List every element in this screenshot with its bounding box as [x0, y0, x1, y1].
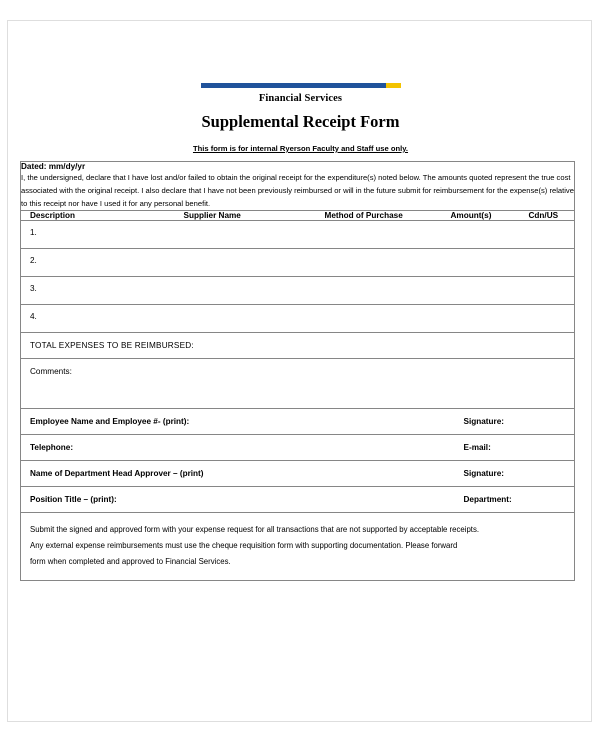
expense-item-number-1[interactable]: 1.: [21, 221, 575, 249]
employee-name-row[interactable]: [21, 409, 575, 435]
department-head-approver-label: Name of Department Head Approver – (print): [21, 461, 444, 487]
total-expenses-row[interactable]: [21, 333, 575, 359]
submission-instructions-line-1: Submit the signed and approved form with your expense request for all transactions that are not supported by acceptable receipts.: [30, 525, 480, 535]
declaration-date-row: [21, 162, 575, 172]
department-head-approver-row[interactable]: [21, 461, 575, 487]
column-header-amounts: Amount(s): [444, 211, 516, 221]
comments-row[interactable]: [21, 359, 575, 409]
expense-item-row[interactable]: [21, 305, 575, 333]
department-label: Department:: [444, 487, 575, 513]
supplemental-receipt-form-table: [20, 161, 575, 581]
expense-item-row[interactable]: [21, 249, 575, 277]
submission-instructions-line-2: Any external expense reimbursements must use the cheque requisition form with supporting documentation. Please forward: [30, 541, 458, 551]
department-name: Financial Services: [258, 93, 343, 104]
form-subtitle: [8, 144, 592, 153]
expense-item-number-2[interactable]: 2.: [21, 249, 575, 277]
expense-item-row[interactable]: [21, 277, 575, 305]
email-label: E-mail:: [444, 435, 575, 461]
declaration-body-row: [21, 171, 575, 211]
expense-table-header-row: [21, 211, 575, 221]
expense-item-number-4[interactable]: 4.: [21, 305, 575, 333]
document-page: [7, 20, 592, 722]
column-header-description: Description: [21, 211, 176, 221]
column-header-method-of-purchase: Method of Purchase: [304, 211, 444, 221]
page-title: Supplemental Receipt Form: [201, 112, 400, 131]
submission-instructions-line-3: form when completed and approved to Financial Services.: [30, 557, 231, 567]
total-expenses-label: TOTAL EXPENSES TO BE REIMBURSED:: [21, 333, 575, 359]
approver-signature-label: Signature:: [444, 461, 575, 487]
expense-item-number-3[interactable]: 3.: [21, 277, 575, 305]
position-title-label: Position Title – (print):: [21, 487, 444, 513]
declaration-date-label: Dated: mm/dy/yr: [21, 162, 575, 172]
declaration-body-text: I, the undersigned, declare that I have lost and/or failed to obtain the original receipt for the expenditure(s) noted below. The amounts quoted represent the true cost associated with the original receipt. I also declare that I have not been previously reimbursed or will in the future submit for reimbursement for the expense(s) relative to this receipt nor have I used it for any personal benefit.: [21, 171, 575, 211]
employee-name-label: Employee Name and Employee #- (print):: [21, 409, 444, 435]
submission-instructions-row: [21, 513, 575, 581]
column-header-cdn-us: Cdn/US: [516, 211, 575, 221]
employee-signature-label: Signature:: [444, 409, 575, 435]
telephone-row[interactable]: [21, 435, 575, 461]
form-subtitle-text: This form is for internal Ryerson Faculty and Staff use only.: [192, 144, 409, 153]
brand-rule-accent: [386, 83, 401, 88]
expense-item-row[interactable]: [21, 221, 575, 249]
brand-rule-primary: [201, 83, 386, 88]
submission-instructions: [21, 513, 575, 581]
brand-rule-bar: [201, 83, 401, 88]
column-header-supplier-name: Supplier Name: [176, 211, 304, 221]
telephone-label: Telephone:: [21, 435, 444, 461]
comments-label: Comments:: [21, 359, 575, 409]
position-title-row[interactable]: [21, 487, 575, 513]
